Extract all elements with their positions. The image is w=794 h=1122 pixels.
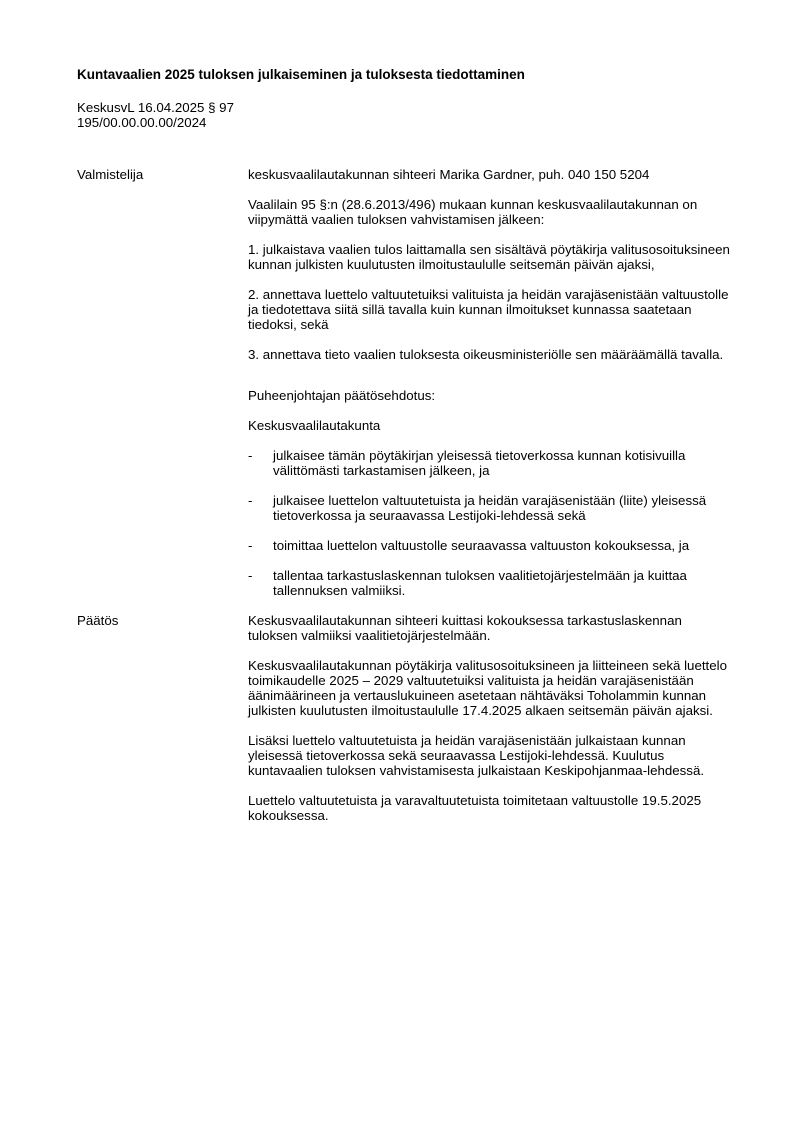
section-label-valmistelija: Valmistelija [77,167,144,182]
bullet-dash: - [248,448,253,463]
proposal-item-text: tallentaa tarkastuslaskennan tuloksen vaalitietojärjestelmään ja kuittaa tallennuksen valmiiksi. [273,568,687,598]
numbered-item: 3. annettava tieto vaalien tuloksesta oikeusministeriölle sen määräämällä tavalla. [248,347,724,362]
decision-paragraph: Keskusvaalilautakunnan pöytäkirja valitusosoituksineen ja liitteineen sekä luettelo toimikaudelle 2025 – 2029 valtuutetuiksi valituista ja heidän varajäsenistään äänimäärineen ja vertauslukuineen asetetaan nähtäväksi Toholammin kunnan julkisten kuulutusten ilmoitustaululle 17.4.2025 alkaen seitsemän päivän ajaksi. [248,658,727,718]
proposal-item [248,538,733,553]
bullet-dash: - [248,568,253,583]
section-content-paatos [248,613,733,838]
bullet-dash: - [248,538,253,553]
decision-paragraph: Keskusvaalilautakunnan sihteeri kuittasi kokouksessa tarkastuslaskennan tuloksen valmiiksi vaalitietojärjestelmään. [248,613,682,643]
preparer-line: keskusvaalilautakunnan sihteeri Marika Gardner, puh. 040 150 5204 [248,167,650,182]
proposal-item-text: toimittaa luettelon valtuustolle seuraavassa valtuuston kokouksessa, ja [273,538,690,553]
document-page [77,67,737,838]
proposal-item-text: julkaisee tämän pöytäkirjan yleisessä tietoverkossa kunnan kotisivuilla välittömästi tarkastamisen jälkeen, ja [273,448,686,478]
decision-paragraph: Luettelo valtuutetuista ja varavaltuutetuista toimitetaan valtuustolle 19.5.2025 kokouksessa. [248,793,702,823]
decision-paragraph: Lisäksi luettelo valtuutetuista ja heidän varajäsenistään julkaistaan kunnan yleisessä tietoverkossa sekä seuraavassa Lestijoki-lehdessä. Kuulutus kuntavaalien tuloksen vahvistamisesta julkaistaan Keskipohjanmaa-lehdessä. [248,733,705,778]
document-meta [77,100,737,130]
section-label-paatos: Päätös [77,613,119,628]
meeting-reference: KeskusvL 16.04.2025 § 97 [77,100,234,115]
proposal-subject: Keskusvaalilautakunta [248,418,381,433]
section-valmistelija [77,167,737,613]
proposal-item [248,568,733,598]
proposal-item [248,448,733,478]
proposal-item-text: julkaisee luettelon valtuutetuista ja heidän varajäsenistään (liite) yleisessä tietoverkossa ja seuraavassa Lestijoki-lehdessä sekä [273,493,707,523]
section-paatos [77,613,737,838]
document-title: Kuntavaalien 2025 tuloksen julkaiseminen ja tuloksesta tiedottaminen [77,67,525,82]
section-content-valmistelija [248,167,733,613]
numbered-item: 2. annettava luettelo valtuutetuiksi valituista ja heidän varajäsenistään valtuustolle ja tiedotettava siitä sillä tavalla kuin kunnan ilmoitukset kunnassa saatetaan tiedoksi, sekä [248,287,729,332]
legal-intro: Vaalilain 95 §:n (28.6.2013/496) mukaan kunnan keskusvaalilautakunnan on viipymättä vaalien tuloksen vahvistamisen jälkeen: [248,197,698,227]
bullet-dash: - [248,493,253,508]
record-number: 195/00.00.00.00/2024 [77,115,207,130]
numbered-item: 1. julkaistava vaalien tulos laittamalla sen sisältävä pöytäkirja valitusosoituksineen kunnan julkisten kuulutusten ilmoitustaululle seitsemän päivän ajaksi, [248,242,730,272]
proposal-item [248,493,733,523]
proposal-heading: Puheenjohtajan päätösehdotus: [248,388,436,403]
